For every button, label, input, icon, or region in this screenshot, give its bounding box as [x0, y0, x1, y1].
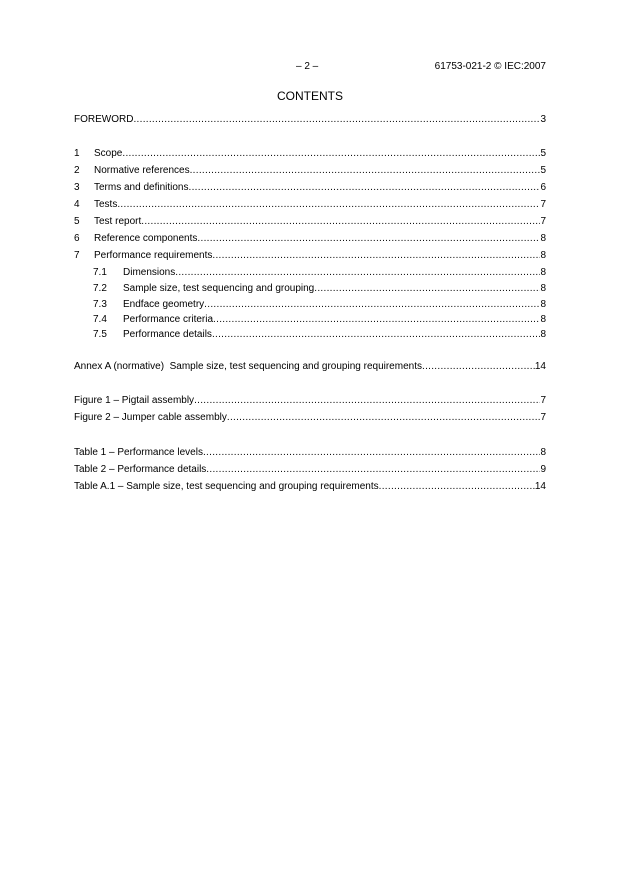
dot-leader [117, 198, 540, 212]
dot-leader [203, 446, 540, 460]
toc-entry-page: 6 [540, 182, 546, 193]
toc-entry-page: 14 [534, 361, 546, 372]
toc-entry-text: Endface geometry [123, 299, 205, 310]
toc-entry-text: Performance requirements [94, 250, 213, 261]
contents-title: CONTENTS [277, 89, 343, 103]
toc-entry-subclause[interactable] [74, 313, 546, 327]
toc-entry-clause[interactable] [74, 147, 546, 161]
toc-entry-clause[interactable] [74, 181, 546, 195]
toc-entry-page: 5 [540, 165, 546, 176]
toc-entry-text: Reference components [94, 233, 198, 244]
page-header [0, 61, 620, 75]
dot-leader [194, 394, 540, 408]
subclause-number: 7.5 [93, 329, 107, 340]
dot-leader [212, 249, 540, 263]
toc-entry-page: 5 [540, 148, 546, 159]
dot-leader [422, 360, 535, 374]
dot-leader [213, 313, 540, 327]
toc-entry-figure[interactable] [74, 394, 546, 408]
clause-number: 7 [74, 250, 80, 261]
toc-entry-figure[interactable] [74, 411, 546, 425]
toc-entry-page: 9 [540, 464, 546, 475]
dot-leader [175, 266, 540, 280]
toc-entry-clause[interactable] [74, 249, 546, 263]
subclause-number: 7.4 [93, 314, 107, 325]
toc-entry-text: Dimensions [123, 267, 176, 278]
dot-leader [122, 147, 540, 161]
toc-entry-page: 8 [540, 267, 546, 278]
dot-leader [189, 181, 541, 195]
toc-entry-page: 8 [540, 299, 546, 310]
toc-entry-page: 8 [540, 447, 546, 458]
toc-entry-text: Figure 2 – Jumper cable assembly [74, 412, 227, 423]
dot-leader [379, 480, 535, 494]
toc-entry-page: 7 [540, 216, 546, 227]
toc-entry-table[interactable] [74, 463, 546, 477]
toc-entry-subclause[interactable] [74, 266, 546, 280]
toc-entry-text: Normative references [94, 165, 190, 176]
dot-leader [227, 411, 541, 425]
toc-entry-clause[interactable] [74, 198, 546, 212]
dot-leader [314, 282, 540, 296]
toc-entry-page: 8 [540, 250, 546, 261]
dot-leader [141, 215, 540, 229]
toc-entry-clause[interactable] [74, 232, 546, 246]
toc-entry-text: Scope [94, 148, 123, 159]
toc-entry-page: 7 [540, 395, 546, 406]
toc-entry-text: Table 2 – Performance details [74, 464, 207, 475]
clause-number: 6 [74, 233, 80, 244]
toc-entry-text: Test report [94, 216, 142, 227]
toc-entry-text: Annex A (normative) Sample size, test sequencing and grouping requirements [74, 361, 422, 372]
page-number: – 2 – [296, 61, 319, 72]
toc-entry-subclause[interactable] [74, 328, 546, 342]
toc-entry-subclause[interactable] [74, 298, 546, 312]
toc-entry-text: Table A.1 – Sample size, test sequencing and grouping requirements [74, 481, 379, 492]
dot-leader [206, 463, 540, 477]
toc-entry-page: 8 [540, 314, 546, 325]
toc-entry-foreword[interactable] [74, 113, 546, 127]
toc-entry-clause[interactable] [74, 164, 546, 178]
dot-leader [190, 164, 541, 178]
toc-entry-page: 7 [540, 199, 546, 210]
toc-entry-text: Tests [94, 199, 118, 210]
toc-entry-text: Terms and definitions [94, 182, 189, 193]
toc-entry-text: Figure 1 – Pigtail assembly [74, 395, 195, 406]
subclause-number: 7.2 [93, 283, 107, 294]
toc-entry-clause[interactable] [74, 215, 546, 229]
toc-entry-text: Sample size, test sequencing and grouping [123, 283, 315, 294]
clause-number: 5 [74, 216, 80, 227]
dot-leader [133, 113, 540, 127]
toc-entry-page: 8 [540, 329, 546, 340]
toc-entry-page: 8 [540, 233, 546, 244]
toc-entry-text: Performance details [123, 329, 212, 340]
dot-leader [212, 328, 541, 342]
document-reference: 61753-021-2 © IEC:2007 [434, 61, 546, 72]
dot-leader [197, 232, 540, 246]
toc-entry-table[interactable] [74, 446, 546, 460]
toc-entry-table[interactable] [74, 480, 546, 494]
clause-number: 1 [74, 148, 80, 159]
toc-entry-page: 14 [534, 481, 546, 492]
dot-leader [204, 298, 540, 312]
clause-number: 3 [74, 182, 80, 193]
subclause-number: 7.3 [93, 299, 107, 310]
subclause-number: 7.1 [93, 267, 107, 278]
toc-entry-page: 8 [540, 283, 546, 294]
toc-entry-page: 3 [540, 114, 546, 125]
toc-entry-annex[interactable] [74, 360, 546, 374]
toc-entry-page: 7 [540, 412, 546, 423]
toc-entry-text: Table 1 – Performance levels [74, 447, 203, 458]
toc-entry-text: Performance criteria [123, 314, 214, 325]
toc-entry-text: FOREWORD [74, 114, 134, 125]
clause-number: 2 [74, 165, 80, 176]
clause-number: 4 [74, 199, 80, 210]
toc-entry-subclause[interactable] [74, 282, 546, 296]
